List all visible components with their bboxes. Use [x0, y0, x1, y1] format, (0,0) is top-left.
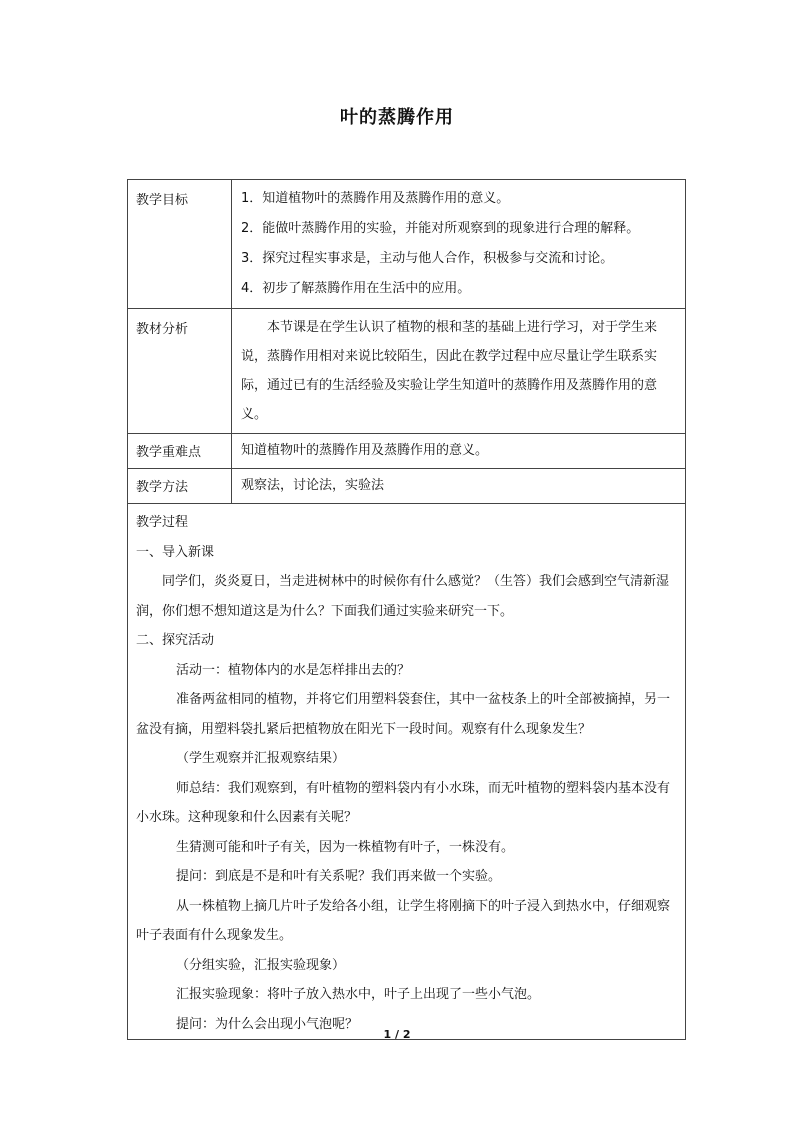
goals-content	[232, 180, 686, 309]
goals-label: 教学目标	[128, 180, 232, 309]
process-heading: 教学过程	[136, 515, 189, 530]
lesson-plan-table	[127, 179, 686, 1040]
analysis-content	[232, 309, 686, 434]
analysis-label: 教材分析	[128, 309, 232, 434]
goal-item: 1．知道植物叶的蒸腾作用及蒸腾作用的意义。	[241, 191, 510, 206]
methods-content: 观察法，讨论法，实验法	[232, 469, 686, 504]
goal-item: 3．探究过程实事求是，主动与他人合作，积极参与交流和讨论。	[241, 251, 614, 266]
process-content	[128, 504, 686, 1040]
document-title: 叶的蒸腾作用	[340, 107, 454, 128]
goal-item: 4．初步了解蒸腾作用在生活中的应用。	[241, 281, 471, 296]
process-paragraph: 师总结：我们观察到，有叶植物的塑料袋内有小水珠，而无叶植物的塑料袋内基本没有小水珠。这种现象和什么因素有关呢？	[136, 780, 671, 825]
section-heading: 一、导入新课	[136, 544, 215, 560]
page-number: 1 / 2	[383, 1028, 411, 1041]
analysis-text: 本节课是在学生认识了植物的根和茎的基础上进行学习，对于学生来说，蒸腾作用相对来说比较陌生，因此在教学过程中应尽量让学生联系实际，通过已有的生活经验及实验让学生知道叶的蒸腾作用及蒸腾作用的意义。	[241, 320, 658, 422]
goal-item: 2．能做叶蒸腾作用的实验，并能对所观察到的现象进行合理的解释。	[241, 221, 640, 236]
key-points-row	[128, 434, 686, 469]
methods-row	[128, 469, 686, 504]
process-paragraph: 汇报实验现象：将叶子放入热水中，叶子上出现了一些小气泡。	[176, 987, 541, 1002]
section-heading: 二、探究活动	[136, 633, 215, 648]
process-paragraph: 提问：到底是不是和叶有关系呢？我们再来做一个实验。	[176, 869, 502, 884]
analysis-row	[128, 309, 686, 434]
key-points-content: 知道植物叶的蒸腾作用及蒸腾作用的意义。	[232, 434, 686, 469]
process-paragraph: 准备两盆相同的植物，并将它们用塑料袋套住，其中一盆枝条上的叶全部被摘掉，另一盆没有摘，用塑料袋扎紧后把植物放在阳光下一段时间。观察有什么现象发生？	[136, 692, 671, 737]
process-paragraph: 生猜测可能和叶子有关，因为一株植物有叶子，一株没有。	[176, 839, 515, 855]
key-points-label: 教学重难点	[128, 434, 232, 469]
process-note: （学生观察并汇报观察结果）	[176, 751, 346, 766]
process-note: （分组实验，汇报实验现象）	[176, 957, 346, 973]
process-paragraph: 提问：为什么会出现小气泡呢？	[176, 1016, 359, 1032]
process-paragraph: 从一株植物上摘几片叶子发给各小组，让学生将刚摘下的叶子浸入到热水中，仔细观察叶子表面有什么现象发生。	[136, 898, 671, 943]
process-row	[128, 504, 686, 1040]
methods-label: 教学方法	[128, 469, 232, 504]
goals-row	[128, 180, 686, 309]
process-paragraph: 同学们，炎炎夏日，当走进树林中的时候你有什么感觉？（生答）我们会感到空气清新湿润，你们想不想知道这是为什么？下面我们通过实验来研究一下。	[136, 574, 670, 619]
activity-heading: 活动一：植物体内的水是怎样排出去的？	[176, 662, 411, 678]
